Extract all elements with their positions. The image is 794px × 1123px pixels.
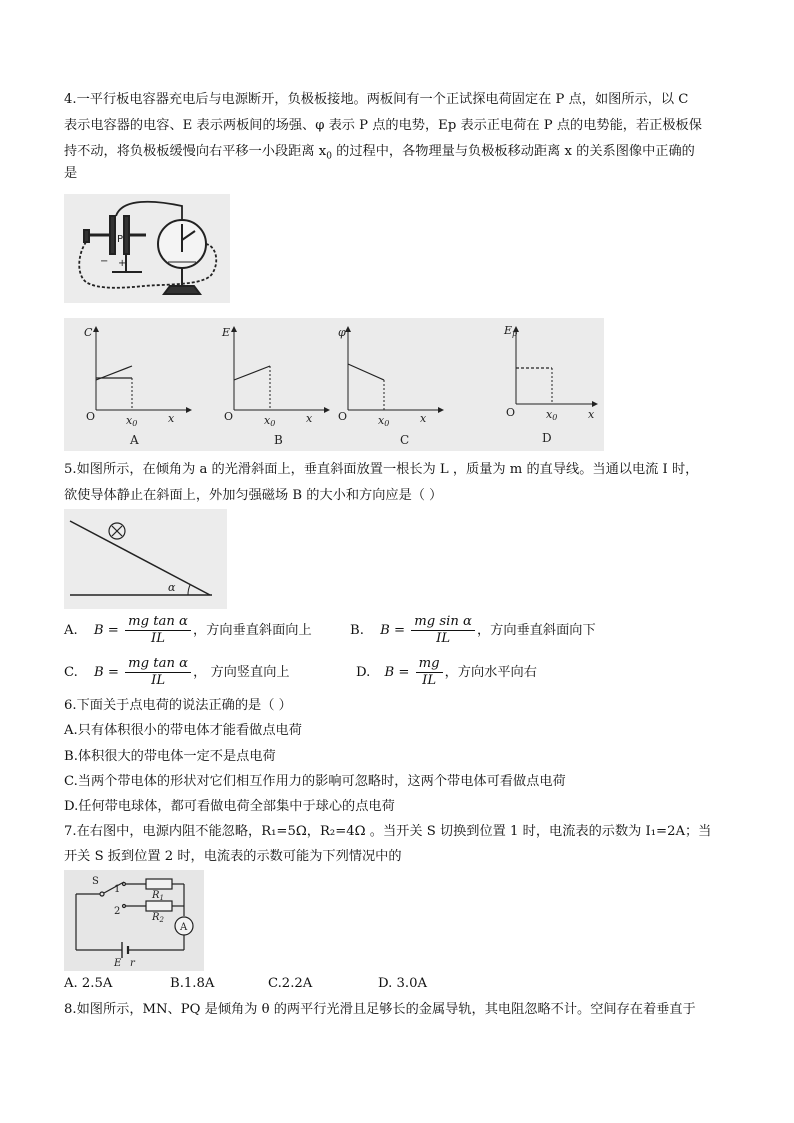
svg-text:x0 (126, 414, 137, 428)
q5-option-d[interactable] (356, 656, 537, 689)
q7-option-d[interactable]: D. 3.0A (378, 976, 427, 991)
q5-option-b-lhs: B = (380, 623, 406, 638)
angle-alpha-label: α (168, 581, 176, 594)
svg-text:R2 (151, 912, 165, 924)
graph-a-y-label: C (84, 326, 93, 339)
graph-a (84, 326, 192, 447)
q4-line-3 (64, 140, 695, 169)
internal-r-label: r (130, 958, 135, 969)
svg-text:x0 (264, 414, 275, 428)
q4-graphs-figure (64, 318, 604, 451)
graph-b-letter: B (274, 433, 283, 447)
q4-line-1: 4.一平行板电容器充电后与电源断开，负极板接地。两板间有一个正试探电荷固定在 P 点，如图所示，以 C (64, 92, 689, 107)
q5-option-a-lhs: B = (93, 623, 119, 638)
graph-d-origin: O (506, 406, 516, 419)
q5-option-b-num: mg sin α (411, 614, 475, 631)
r1-sub: 1 (159, 894, 164, 902)
svg-text:R1 (151, 890, 164, 902)
svg-text:x0 (378, 414, 389, 428)
graph-d-y-label: E (504, 324, 513, 337)
r2-sub: 2 (159, 916, 164, 924)
incline-line (70, 521, 210, 595)
ammeter-label: A (180, 922, 188, 933)
q5-option-b-label: B. (350, 623, 364, 638)
q7-option-a[interactable]: A. 2.5A (64, 976, 113, 991)
q7-option-c[interactable]: C.2.2A (268, 976, 313, 991)
q5-option-a-text: ，方向垂直斜面向上 (192, 623, 312, 638)
q5-option-a-den: IL (151, 631, 165, 646)
q5-option-c-text: ， 方向竖直向上 (193, 665, 290, 680)
q5-option-b-text: ，方向垂直斜面向下 (476, 623, 596, 638)
graph-c-letter: C (400, 433, 410, 447)
position-2-label: 2 (114, 906, 121, 917)
q5-option-a-label: A. (64, 623, 78, 638)
graph-d (503, 324, 598, 445)
q5-option-c-den: IL (151, 673, 166, 688)
graph-a-x0-sub: 0 (132, 419, 138, 428)
graph-c-x0: x (378, 414, 385, 427)
q5-option-a-num: mg tan α (125, 614, 191, 631)
graph-b-x-label: x (306, 412, 313, 425)
graph-d-x-label: x (588, 408, 595, 421)
graph-d-y-sub: p (512, 329, 518, 338)
positive-plate (124, 216, 129, 254)
plus-sign: + (118, 258, 127, 269)
graph-b-y-label: E (222, 326, 231, 339)
q5-option-d-den: IL (422, 673, 437, 688)
q5-option-d-num: mg (416, 656, 443, 673)
negative-plate (110, 216, 115, 254)
q4-line-4: 是 (64, 166, 78, 181)
point-p-label: P (117, 234, 124, 245)
q6-option-a[interactable]: A.只有体积很小的带电体才能看做点电荷 (64, 723, 302, 738)
r2-label: R (152, 912, 160, 923)
graph-c-x-label: x (420, 412, 427, 425)
incline-figure (64, 509, 227, 609)
q6-stem: 6.下面关于点电荷的说法正确的是（ ） (64, 698, 292, 713)
q4-line-3a: 持不动，将负极板缓慢向右平移一小段距离 x (64, 144, 327, 159)
minus-sign: − (100, 256, 109, 267)
capacitor-apparatus-figure (64, 194, 230, 303)
q4-line-2: 表示电容器的电容、E 表示两板间的场强、φ 表示 P 点的电势，Ep 表示正电荷在 P 点的电势能，若正极板保 (64, 118, 702, 133)
graph-a-letter: A (130, 433, 139, 447)
r1-label: R (152, 890, 160, 901)
q5-option-c-lhs: B = (94, 665, 119, 680)
graph-d-x0: x (546, 408, 553, 421)
graph-c-x0-sub: 0 (384, 419, 390, 428)
graph-d-x0-sub: 0 (552, 413, 558, 422)
graph-c-origin: O (338, 410, 348, 423)
q7-option-b[interactable]: B.1.8A (170, 976, 215, 991)
q5-option-c-num: mg tan α (125, 656, 191, 673)
emf-e-label: E (114, 958, 122, 969)
position-1-label: 1 (114, 884, 121, 895)
q4-line-3b: 的过程中，各物理量与负极板移动距离 x 的关系图像中正确的 (336, 144, 695, 159)
q7-line-1: 7.在右图中，电源内阻不能忽略，R₁=5Ω，R₂=4Ω 。当开关 S 切换到位置 1 时，电流表的示数为 I₁=2A；当 (64, 824, 712, 839)
graph-a-origin: O (86, 410, 96, 423)
q5-option-d-text: ，方向水平向右 (444, 665, 537, 680)
q5-option-b[interactable] (350, 614, 596, 647)
q6-option-d[interactable]: D.任何带电球体，都可看做电荷全部集中于球心的点电荷 (64, 799, 395, 814)
q5-option-d-label: D. (356, 665, 371, 680)
q6-option-c[interactable]: C.当两个带电体的形状对它们相互作用力的影响可忽略时，这两个带电体可看做点电荷 (64, 774, 566, 789)
graph-a-x-label: x (168, 412, 175, 425)
graph-b-x0: x (264, 414, 271, 427)
svg-text:Ep (503, 324, 517, 338)
graph-b (221, 326, 330, 447)
svg-text:x0 (546, 408, 557, 422)
graph-b-curve (234, 366, 270, 380)
graph-b-x0-sub: 0 (270, 419, 276, 428)
q7-line-2: 开关 S 扳到位置 2 时，电流表的示数可能为下列情况中的 (64, 849, 402, 864)
circuit-figure (64, 870, 204, 971)
q5-option-c-label: C. (64, 665, 78, 680)
graph-b-origin: O (224, 410, 234, 423)
q4-x0-sub: 0 (326, 151, 332, 162)
graph-c-y-label: φ (338, 326, 346, 339)
graph-a-x0: x (126, 414, 133, 427)
graph-c (338, 326, 444, 447)
graph-d-letter: D (542, 431, 552, 445)
switch-s-label: S (92, 876, 99, 887)
q5-line-1: 5.如图所示，在倾角为 a 的光滑斜面上，垂直斜面放置一根长为 L ，质量为 m 的直导线。当通以电流 I 时， (64, 462, 699, 477)
q5-line-2: 欲使导体静止在斜面上，外加匀强磁场 B 的大小和方向应是（ ） (64, 488, 443, 503)
q5-option-a[interactable] (64, 614, 312, 647)
q5-option-d-lhs: B = (384, 665, 410, 680)
graph-c-curve (348, 364, 384, 380)
q5-option-c[interactable] (64, 656, 290, 689)
q6-option-b[interactable]: B.体积很大的带电体一定不是点电荷 (64, 749, 276, 764)
q8-line-1: 8.如图所示，MN、PQ 是倾角为 θ 的两平行光滑且足够长的金属导轨，其电阻忽略不计。空间存在着垂直于 (64, 1002, 696, 1017)
q5-option-b-den: IL (436, 631, 451, 646)
